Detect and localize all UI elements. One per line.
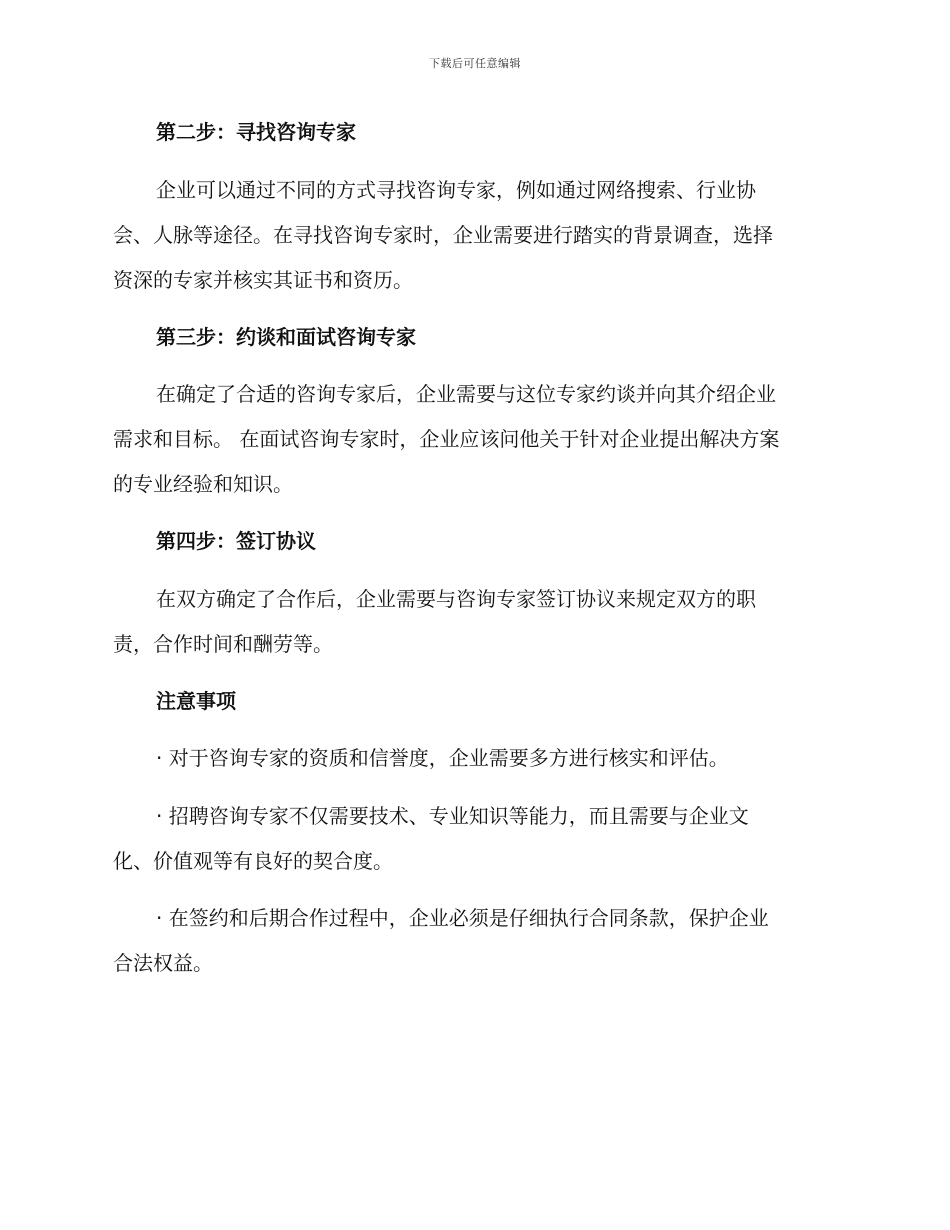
paragraph-line: 在双方确定了合作后，企业需要与咨询专家签订协议来规定双方的职 [156,587,756,611]
paragraph-line: 责，合作时间和酬劳等。 [113,632,333,656]
section-heading-step-4: 第四步：签订协议 [156,529,316,553]
bullet-item-continuation: 合法权益。 [113,951,213,975]
section-heading-step-2: 第二步：寻找咨询专家 [156,120,356,144]
bullet-item: · 在签约和后期合作过程中，企业必须是仔细执行合同条款，保护企业 [156,906,769,930]
bullet-item-continuation: 化、价值观等有良好的契合度。 [113,849,393,873]
bullet-item: · 招聘咨询专家不仅需要技术、专业知识等能力，而且需要与企业文 [156,804,749,828]
page-header: 下载后可任意编辑 [429,57,521,70]
paragraph-line: 的专业经验和知识。 [113,472,293,496]
section-heading-notes: 注意事项 [156,689,236,713]
paragraph-line: 在确定了合适的咨询专家后，企业需要与这位专家约谈并向其介绍企业 [156,382,776,406]
paragraph-line: 企业可以通过不同的方式寻找咨询专家，例如通过网络搜索、行业协 [156,178,756,202]
paragraph-line: 会、人脉等途径。在寻找咨询专家时，企业需要进行踏实的背景调查，选择 [113,223,773,247]
paragraph-line: 资深的专家并核实其证书和资历。 [113,268,413,292]
paragraph-line: 需求和目标。 在面试咨询专家时，企业应该问他关于针对企业提出解决方案 [113,427,780,451]
section-heading-step-3: 第三步：约谈和面试咨询专家 [156,325,416,349]
bullet-item: · 对于咨询专家的资质和信誉度，企业需要多方进行核实和评估。 [156,746,729,770]
